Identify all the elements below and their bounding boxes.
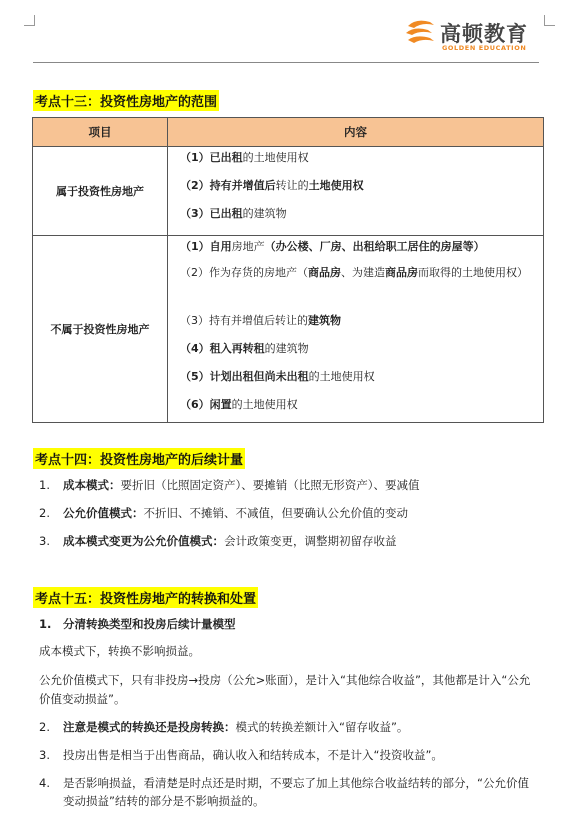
section-13-title: 考点十三：投资性房地产的范围 (33, 90, 219, 111)
row-2-line-6: （6）闲置的土地使用权 (180, 398, 298, 411)
table-header-item: 项目 (33, 118, 168, 147)
item-term: 注意是模式的转换还是投房转换： (63, 720, 236, 734)
logo-english-name: GOLDEN EDUCATION (442, 44, 527, 52)
paragraph: 成本模式下，转换不影响损益。 (39, 644, 200, 658)
golden-logo-icon (404, 18, 438, 48)
list-number: 1. (39, 617, 52, 631)
item-text: 要折旧（比照固定资产）、要摊销（比照无形资产）、要减值 (120, 478, 420, 492)
page-corner-mark-left (24, 15, 35, 26)
row-1-line-3: （3）已出租的建筑物 (180, 207, 287, 220)
row-2-line-3: （3）持有并增值后转让的建筑物 (180, 314, 341, 327)
table-row (33, 236, 544, 423)
header-rule (33, 62, 539, 63)
item-term: 分清转换类型和投房后续计量模型 (63, 617, 236, 631)
list-number: 1. (39, 478, 50, 492)
row-1-content (168, 147, 544, 236)
item-text: 会计政策变更，调整期初留存收益 (224, 534, 397, 548)
row-2-content (168, 236, 544, 423)
section-15-title: 考点十五：投资性房地产的转换和处置 (33, 587, 258, 608)
list-number: 3. (39, 534, 50, 548)
table-header-row (33, 118, 544, 147)
item-text: 模式的转换差额计入“留存收益”。 (235, 720, 409, 734)
item-text: 是否影响损益，看清楚是时点还是时期，不要忘了加上其他综合收益结转的部分，“公允价值变动损益”结转的部分是不影响损益的。 (63, 776, 529, 808)
list-number: 2. (39, 506, 50, 520)
row-2-line-4: （4）租入再转租的建筑物 (180, 342, 309, 355)
table-header-content: 内容 (168, 118, 544, 147)
golden-education-logo (404, 12, 544, 56)
item-text: 不折旧、不摊销、不减值，但要确认公允价值的变动 (143, 506, 408, 520)
table-row (33, 147, 544, 236)
section-14-title: 考点十四：投资性房地产的后续计量 (33, 448, 245, 469)
investment-property-scope-table (32, 117, 544, 423)
row-2-line-1: （1）自用房地产（办公楼、厂房、出租给职工居住的房屋等） (180, 240, 485, 253)
page-corner-mark-right (544, 15, 555, 26)
item-text: 投房出售是相当于出售商品，确认收入和结转成本，不是计入“投资收益”。 (63, 748, 443, 762)
list-number: 2. (39, 720, 50, 734)
item-term: 公允价值模式： (63, 506, 144, 520)
row-2-line-5: （5）计划出租但尚未出租的土地使用权 (180, 370, 375, 383)
row-1-item: 属于投资性房地产 (33, 147, 168, 236)
row-1-line-1: （1）已出租的土地使用权 (180, 151, 309, 164)
list-number: 4. (39, 776, 50, 790)
item-term: 成本模式变更为公允价值模式： (63, 534, 224, 548)
row-1-line-2: （2）持有并增值后转让的土地使用权 (180, 179, 364, 192)
paragraph: 公允价值模式下，只有非投房→投房（公允>账面），是计入“其他综合收益”，其他都是计入“公允价值变动损益”。 (39, 673, 531, 706)
row-2-item: 不属于投资性房地产 (33, 236, 168, 423)
item-term: 成本模式： (63, 478, 121, 492)
row-2-line-2: （2）作为存货的房地产（商品房、为建造商品房而取得的土地使用权） (180, 266, 528, 279)
logo-chinese-name: 高顿教育 (440, 22, 528, 46)
list-number: 3. (39, 748, 50, 762)
